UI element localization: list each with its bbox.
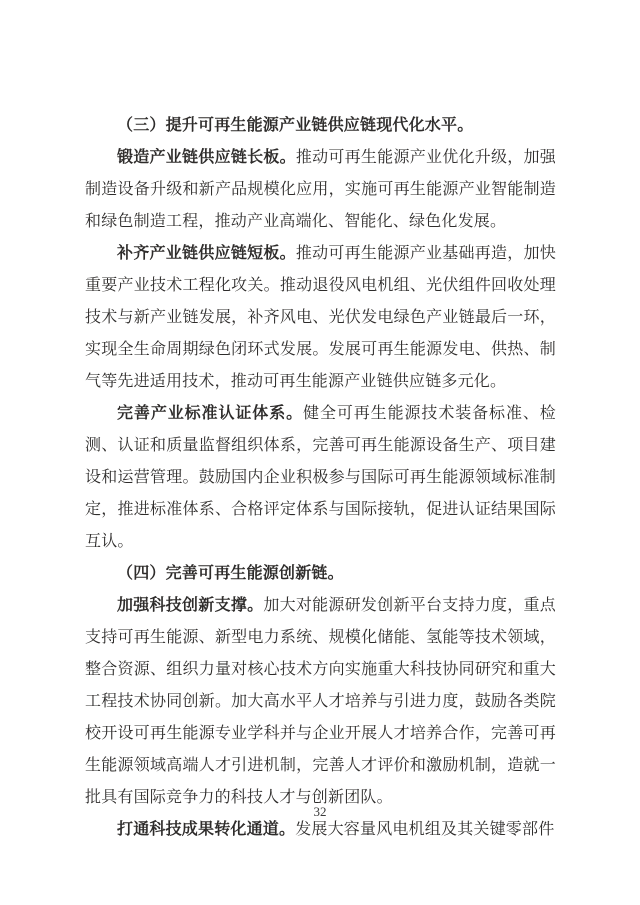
paragraph-forge-strengths xyxy=(85,142,556,238)
section-heading-4-text: （四）完善可再生能源创新链。 xyxy=(117,565,344,582)
section-heading-3 xyxy=(85,110,556,142)
paragraph-body: 推动可再生能源产业基础再造，加快重要产业技术工程化攻关。推动退役风电机组、光伏组件回收处理技术与新产业链发展，补齐风电、光伏发电绿色产业链最后一环，实现全生命周期绿色闭环式发展。发展可再生能源发电、供热、制气等先进适用技术，推动可再生能源产业链供应链多元化。 xyxy=(85,245,556,390)
section-heading-3-text: （三）提升可再生能源产业链供应链现代化水平。 xyxy=(117,117,474,134)
section-heading-4 xyxy=(85,558,556,590)
paragraph-tech-innovation xyxy=(85,590,556,814)
paragraph-body: 推动可再生能源产业优化升级，加强制造设备升级和新产品规模化应用，实施可再生能源产业智能制造和绿色制造工程，推动产业高端化、智能化、绿色化发展。 xyxy=(85,149,556,230)
paragraph-body: 健全可再生能源技术装备标准、检测、认证和质量监督组织体系，完善可再生能源设备生产、项目建设和运营管理。鼓励国内企业积极参与国际可再生能源领域标准制定，推进标准体系、合格评定体系与国际接轨，促进认证结果国际互认。 xyxy=(85,405,556,550)
paragraph-lead: 打通科技成果转化通道。 xyxy=(117,821,296,838)
paragraph-body: 发展大容量风电机组及其关键零部件 xyxy=(295,821,555,838)
paragraph-lead: 补齐产业链供应链短板。 xyxy=(117,245,296,262)
paragraph-body: 加大对能源研发创新平台支持力度，重点支持可再生能源、新型电力系统、规模化储能、氢能等技术领域，整合资源、组织力量对核心技术方向实施重大科技协同研究和重大工程技术协同创新。加大高水平人才培养与引进力度，鼓励各类院校开设可再生能源专业学科并与企业开展人才培养合作，完善可再生能源领域高端人才引进机制，完善人才评价和激励机制，造就一批具有国际竞争力的科技人才与创新团队。 xyxy=(85,597,556,806)
paragraph-lead: 锻造产业链供应链长板。 xyxy=(117,149,296,166)
page-number: 32 xyxy=(313,804,327,819)
paragraph-standards-certification xyxy=(85,398,556,558)
paragraph-fix-weaknesses xyxy=(85,238,556,398)
document-body xyxy=(85,110,556,846)
paragraph-lead: 加强科技创新支撑。 xyxy=(117,597,264,614)
paragraph-lead: 完善产业标准认证体系。 xyxy=(117,405,304,422)
